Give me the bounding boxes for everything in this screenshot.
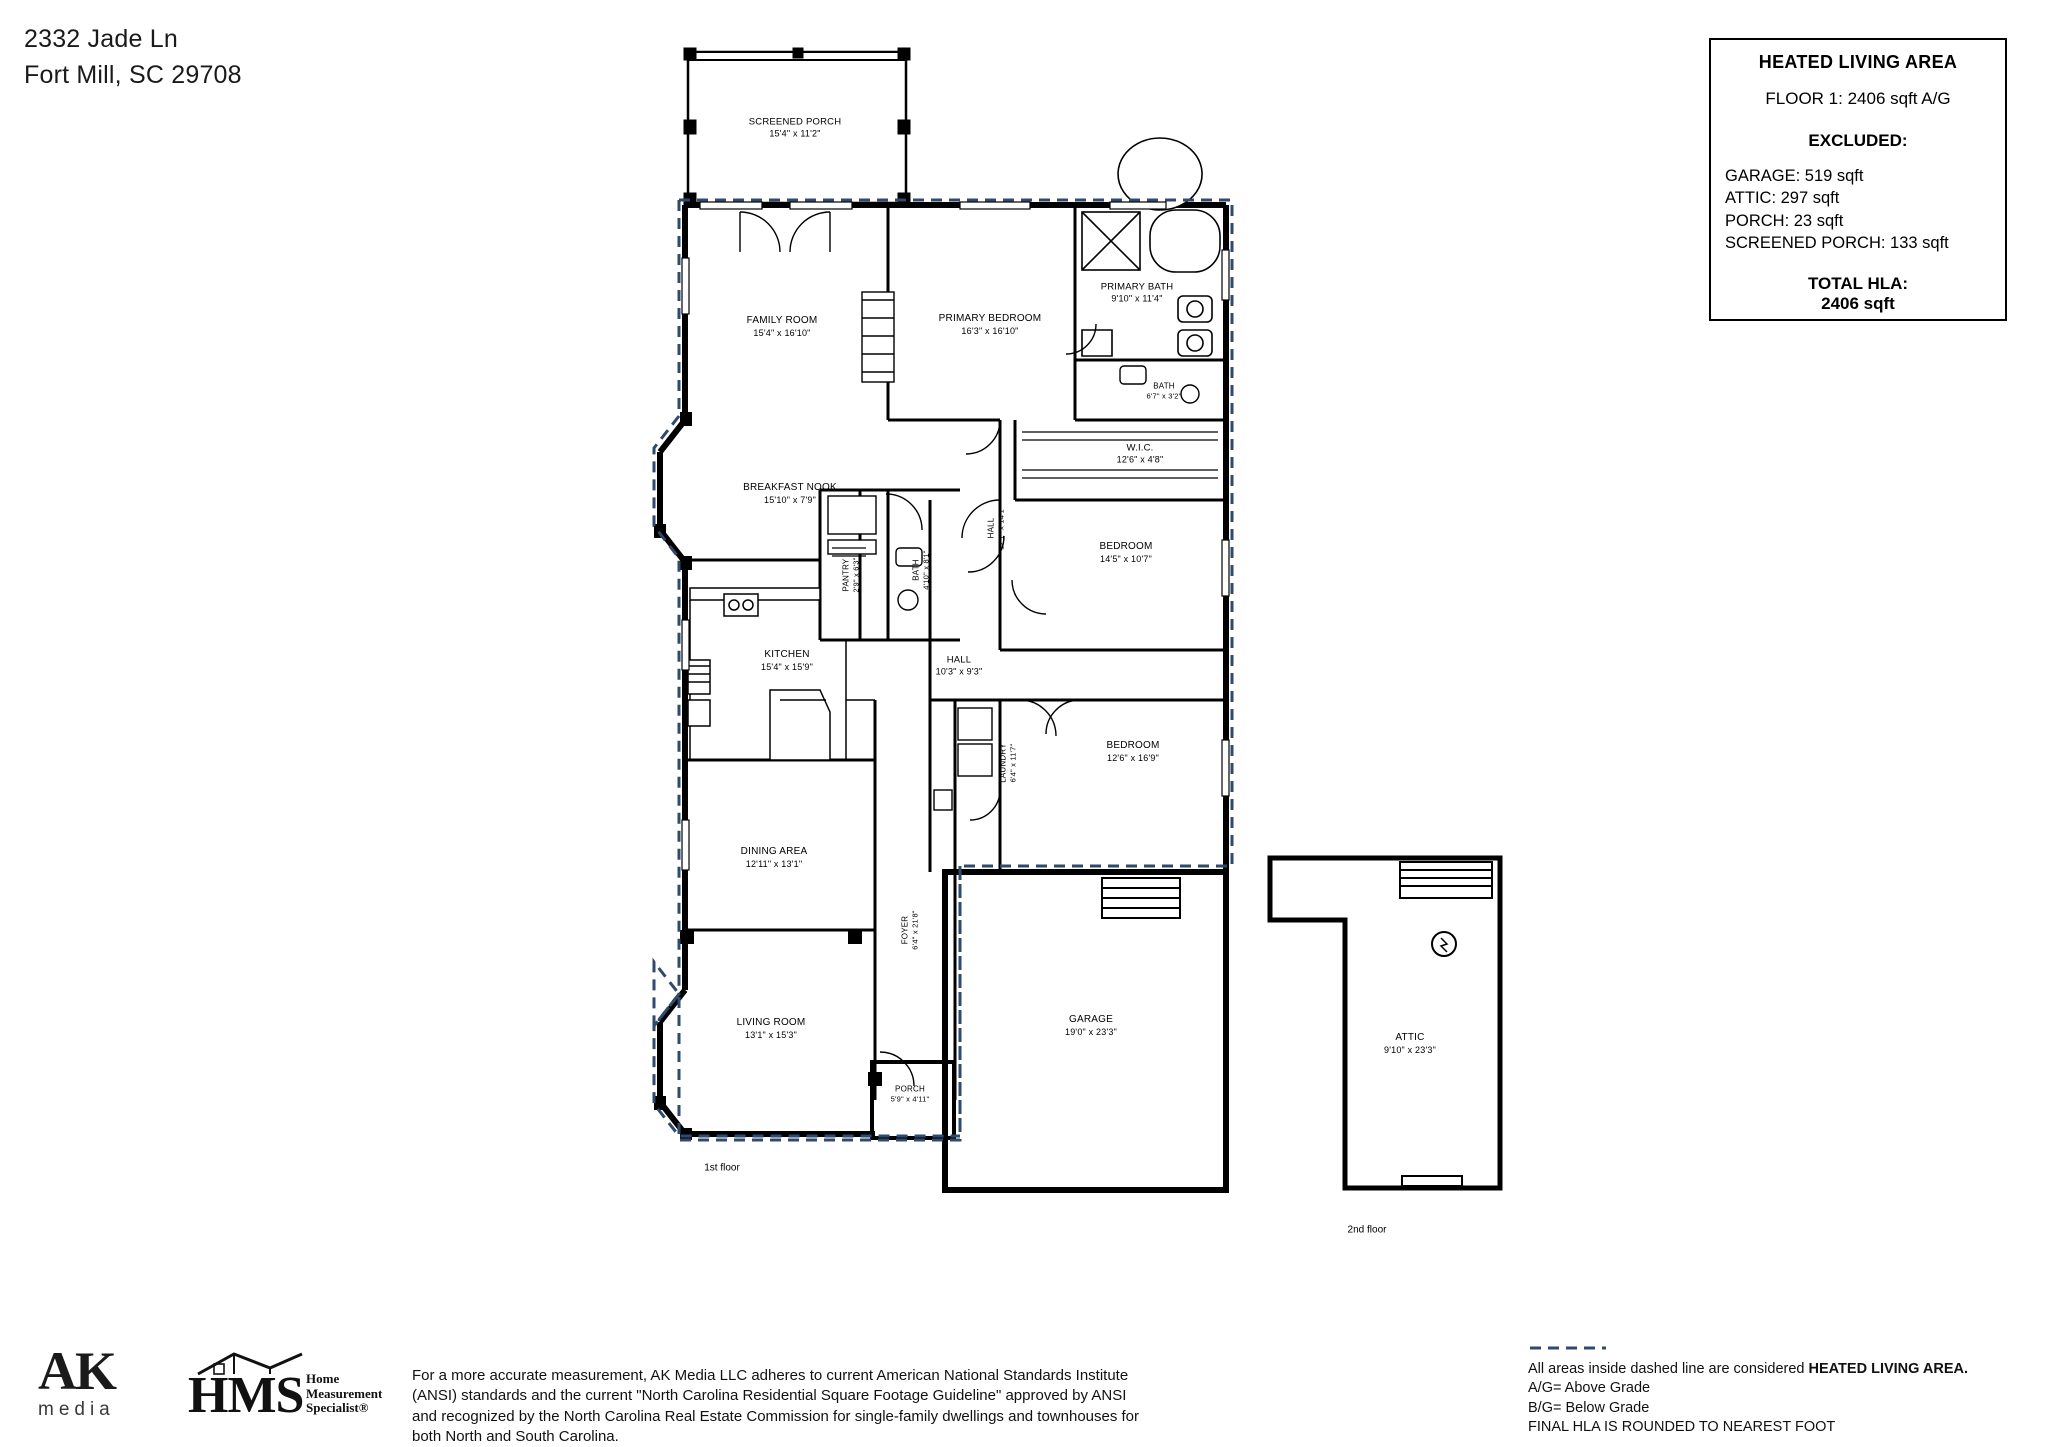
room-label-family-room: FAMILY ROOM 15'4" x 16'10" [746, 315, 818, 338]
hms-logo-subtitle [306, 1372, 382, 1416]
hla-title: HEATED LIVING AREA [1758, 52, 1958, 72]
footer [0, 1330, 2048, 1447]
room-label-hall-upper: HALL 12'1" x 14'1" [986, 506, 1006, 550]
room-label-bedroom-2: BEDROOM 14'5" x 10'7" [1099, 541, 1153, 564]
primary-bath-fixtures [1082, 138, 1220, 356]
legend-note [1528, 1344, 2028, 1437]
address-line-2: Fort Mill, SC 29708 [24, 60, 242, 89]
legend-line-ag: A/G= Above Grade [1528, 1380, 1651, 1397]
attic-outline [1270, 858, 1500, 1188]
ansi-disclaimer-text: For a more accurate measurement, AK Media LLC adheres to current American National Standards Institute (ANSI) standards and the current "North Carolina Residential Square Footage Guideline" approved by ANSI and recognized by the North Carolina Real Estate Commission for single-family dwellings and townhouses for both North and South Carolina. [412, 1367, 1140, 1445]
room-label-laundry: LAUNDRY 6'4" x 11'7" [998, 743, 1018, 783]
room-label-breakfast-nook: BREAKFAST NOOK 15'10" x 7'9" [743, 482, 837, 505]
hla-total-label: TOTAL HLA: [1807, 274, 1909, 294]
hla-excluded-title: EXCLUDED: [1808, 131, 1908, 150]
room-label-attic: ATTIC 9'10" x 23'3" [1384, 1032, 1436, 1055]
hms-sub-line-3: Specialist® [306, 1400, 369, 1416]
room-label-primary-bath: PRIMARY BATH 9'10" x 11'4" [1100, 281, 1174, 304]
ak-media-logo [38, 1341, 178, 1426]
room-label-porch: PORCH 5'9" x 4'11" [890, 1084, 930, 1104]
room-label-primary-bedroom: PRIMARY BEDROOM 16'3" x 16'10" [938, 313, 1042, 336]
laundry-fixtures [934, 708, 992, 810]
legend-hla-prefix: All areas inside dashed line are considered [1528, 1361, 1809, 1377]
room-label-dining-area: DINING AREA 12'11" x 13'1" [740, 846, 808, 869]
hla-exclusion-garage: GARAGE: 519 sqft [1725, 167, 1864, 185]
room-label-bedroom-3: BEDROOM 12'6" x 16'9" [1106, 740, 1160, 763]
caption-second-floor: 2nd floor [1347, 1224, 1387, 1236]
room-label-garage: GARAGE 19'0" x 23'3" [1065, 1014, 1117, 1037]
hla-total-value: 2406 sqft [1821, 294, 1895, 314]
hms-logo-main: HMS [188, 1367, 304, 1424]
hms-sub-line-2: Measurement [306, 1385, 383, 1401]
hla-exclusion-attic: ATTIC: 297 sqft [1725, 189, 1840, 208]
legend-hla-bold: HEATED LIVING AREA. [1808, 1361, 1969, 1377]
room-label-bath-primary-hall: BATH 6'7" x 3'2" [1146, 381, 1182, 401]
legend-line-rounding: FINAL HLA IS ROUNDED TO NEAREST FOOT [1528, 1418, 1836, 1435]
room-label-pantry: PANTRY 2'9" x 6'3" [841, 557, 861, 593]
room-label-living-room: LIVING ROOM 13'1" x 15'3" [736, 1017, 806, 1040]
room-label-foyer: FOYER 6'4" x 21'8" [900, 910, 920, 950]
hla-exclusion-screened-porch: SCREENED PORCH: 133 sqft [1725, 233, 1949, 252]
kitchen-fixtures [688, 588, 875, 760]
room-label-screened-porch: SCREENED PORCH 15'4" x 11'2" [748, 116, 842, 139]
family-room-builtin [862, 292, 894, 382]
room-label-bath-hall: BATH 4'10" x 8'1" [911, 550, 931, 590]
caption-first-floor: 1st floor [704, 1162, 740, 1174]
legend-line-hla [1528, 1360, 2028, 1379]
ak-media-logo-bottom: media [38, 1399, 115, 1421]
hla-floor-1: FLOOR 1: 2406 sqft A/G [1765, 89, 1951, 108]
hms-sub-line-1: Home [306, 1371, 340, 1386]
room-label-kitchen: KITCHEN 15'4" x 15'9" [761, 649, 813, 672]
legend-line-bg: B/G= Below Grade [1528, 1399, 1650, 1416]
room-label-hall-lower: HALL 10'3" x 9'3" [935, 654, 983, 677]
room-label-wic: W.I.C. 12'6" x 4'8" [1116, 442, 1164, 465]
ak-media-logo-top: AK [38, 1341, 115, 1401]
hms-logo [188, 1346, 388, 1428]
dashed-line-sample [1528, 1344, 2028, 1356]
hla-exclusion-porch: PORCH: 23 sqft [1725, 211, 1844, 230]
address-line-1: 2332 Jade Ln [24, 25, 178, 53]
